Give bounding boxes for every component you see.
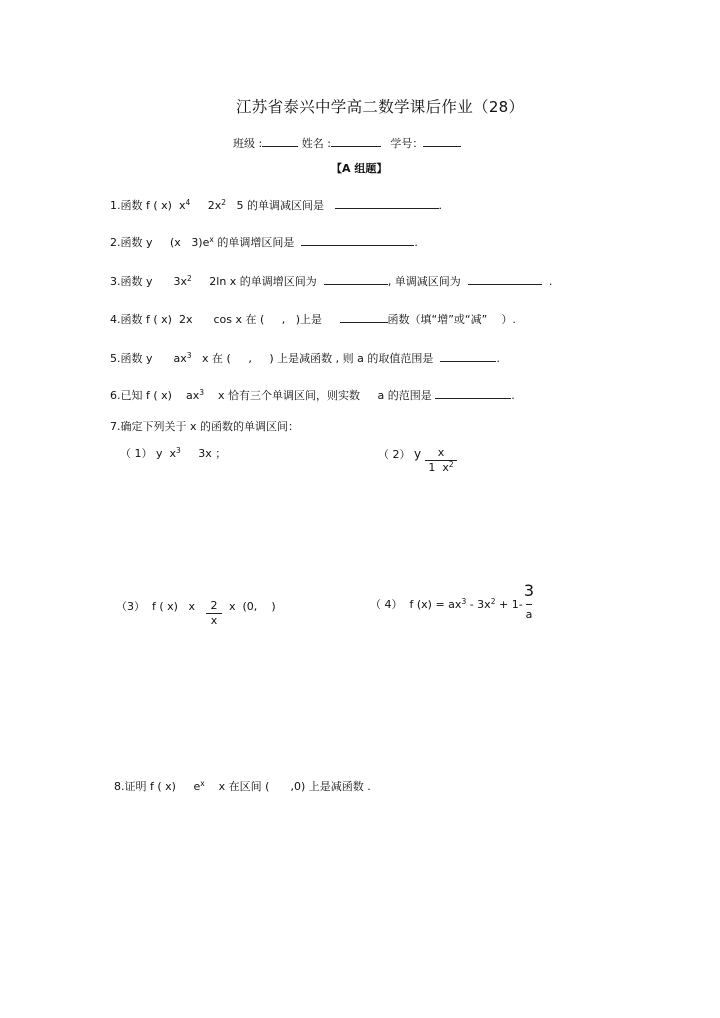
student-info-line	[233, 135, 461, 151]
question-7-part-3: （3） f ( x) x	[116, 600, 195, 613]
question-5: 5.函数 y $ax^3$ x 在 ( , ) 上是减函数 , 则 a 的取值范围是 .	[110, 351, 500, 365]
answer-blank-3b	[468, 273, 542, 285]
question-4: 4.函数 f ( x) 2x cos x 在 ( , )上是 函数（填“增”或“减” ）.	[110, 313, 516, 326]
id-label: 学号：	[390, 137, 424, 150]
section-heading: 【A 组题】	[331, 162, 388, 175]
fraction-7-3	[206, 599, 222, 628]
fraction-denominator: 1 $x^2$	[428, 460, 454, 474]
fraction-denominator: x	[210, 614, 218, 627]
fraction-numerator: 3	[523, 581, 535, 600]
question-7-part-4: （ 4） f $(x) = ax^3 - 3x^2 + 1-$	[370, 597, 523, 611]
question-7-part-1: （ 1） y $x^3$ 3x ；	[120, 446, 227, 460]
answer-blank-1	[335, 197, 439, 209]
fraction-bar	[526, 604, 532, 605]
page-title: 江苏省泰兴中学高二数学课后作业（28）	[236, 98, 525, 116]
class-blank	[262, 135, 298, 147]
question-1: 1.函数 f ( x) $x^4$ $2x^2$ 5 的单调减区间是 .	[110, 198, 443, 212]
question-7-stem: 7.确定下列关于 x 的函数的单调区间：	[110, 420, 299, 433]
answer-blank-4	[340, 311, 388, 323]
question-7-part-3-domain: x (0, )	[229, 600, 276, 613]
fraction-7-4	[522, 581, 536, 622]
title-number: 28	[488, 98, 509, 116]
question-7-part-2: （ 2） y	[378, 447, 422, 461]
id-blank	[423, 135, 461, 147]
name-blank	[331, 135, 381, 147]
name-label: 姓名 :	[301, 137, 331, 150]
fraction-7-2	[425, 446, 457, 475]
class-label: 班级 :	[233, 137, 263, 150]
answer-blank-3a	[324, 273, 388, 285]
answer-blank-5	[440, 350, 496, 362]
fraction-numerator: x	[437, 446, 445, 459]
answer-blank-6	[435, 387, 511, 399]
question-8: 8.证明 f ( x) $e^x$ x 在区间 ( ,0) 上是减函数 .	[114, 779, 371, 793]
question-3: 3.函数 y $3x^2$ 2ln x 的单调增区间为 , 单调减区间为 .	[110, 274, 553, 288]
fraction-numerator: 2	[210, 599, 218, 612]
question-2: 2.函数 y (x $3)e^x$ 的单调增区间是 .	[110, 235, 418, 249]
answer-blank-2	[301, 234, 414, 246]
question-6: 6.已知 f ( x) $ax^3$ x 恰有三个单调区间，则实数 a 的范围是 .	[110, 388, 515, 402]
fraction-denominator: a	[525, 608, 533, 621]
